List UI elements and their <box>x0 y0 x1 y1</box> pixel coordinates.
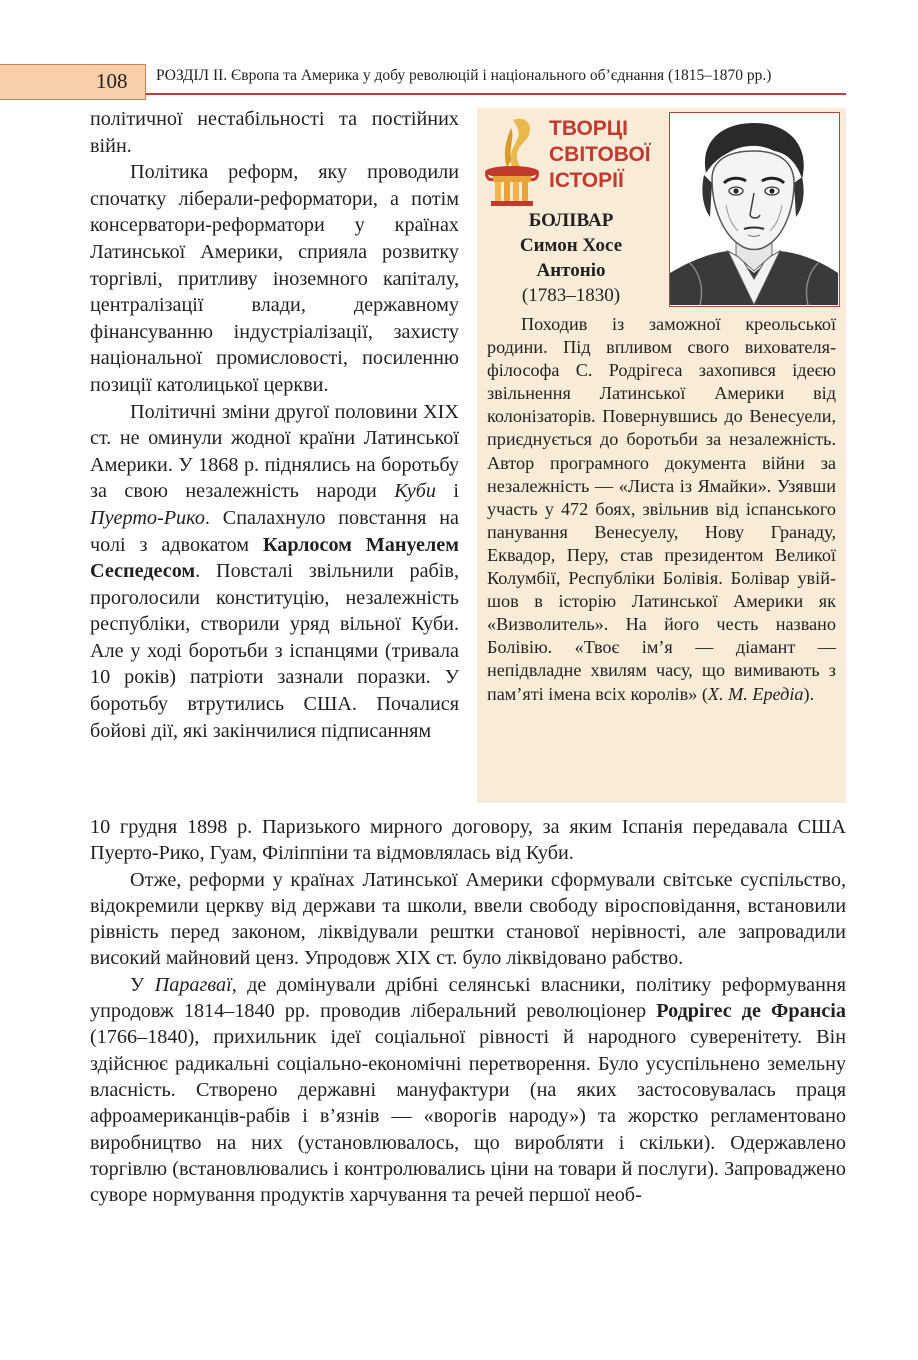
portrait-drawing <box>670 113 838 305</box>
paragraph-3-text-a: Політичні зміни другої половини XIX ст. не оминули жодної країни Латинської Америки. У 1868 р. піднялись на боротьбу за свою незалежність народи <box>90 400 459 503</box>
paragraph-4: Отже, реформи у країнах Латинської Америки сформували світське суспільство, відокремили церкву від держави та школи, ввели свободу віросповідання, встановили рівність перед законом, ліквідували рештки станової нерівності, але запровадили високий майновий ценз. Упродовж XIX ст. було ліквідовано рабство. <box>90 868 846 970</box>
paragraph-5 <box>90 972 846 1209</box>
paragraph-3-text-c: . Повсталі звільнили рабів, проголосили конституцію, незалежність республіки, створили уряд вільної Куби. Але у ході боротьби з іспанцями (тривала 10 років) патріоти зазнали поразки. У боротьбу втрутились США. Почалися бойові дії, які закінчилися підписанням <box>90 560 459 742</box>
biography-paragraph <box>487 313 836 706</box>
name-cespedes: Карлосом Мануелем Сеспедесом <box>90 533 459 583</box>
biography-text: Походив із заможної креольської родини. Під впливом свого вихователя-філософа С. Родрігеса захопився ідеєю звільнення Латинської Америки від колонізаторів. Повернувшись до Венесуели, приєднується до боротьби за незалежність. Автор програмного документа війни за незалежність — «Листа із Ямайки». Узявши участь у 472 боях, звільнив від іспанського панування Венесуелу, Нову Гранаду, Еквадор, Перу, став президентом Великої Колумбії, Республіки Болівія. Болівар увійшов в історію Латинської Америки як «Визволитель». На його честь названо Болівію. «Твоє ім’я — діамант — непідвладне хвилям часу, що вимивають з пам’яті імена всіх королів» ( <box>487 314 836 704</box>
rubric-title-line-2: СВІТОВОЇ <box>549 143 651 166</box>
term-puerto-rico: Пуерто-Рико <box>90 506 205 529</box>
sidebar-biography <box>487 313 836 706</box>
paragraph-3-continuation: 10 грудня 1898 р. Паризького мирного договору, за яким Іспанія передавала США Пуерто-Рико, Гуам, Філіппіни та відмовлялась від Куби. <box>90 816 846 865</box>
rubric-title <box>549 116 651 194</box>
paragraph-5-text-a: У <box>130 973 155 996</box>
bolivar-portrait <box>669 112 840 307</box>
paragraph-5-text-c: (1766–1840), прихильник ідеї соціальної рівності й народного суверенітету. Він здійснює радикальні соціально-економічні перетворення. Було усуспільнено земельну власність. Створено державні мануфактури (на яких застосовувалась праця афроамериканців-рабів і в’язнів — «ворогів народу») та жорстко регламентовано виробництво на них (установлювалось, що виробляти і скільки). Одержавлено торгівлю (встановлювались і контролювались ціни на товари й послуги). Запроваджено суворе нормування продуктів харчування та речей першої необ- <box>90 1026 846 1207</box>
paragraph-3-text-b: . Спалахнуло повстання на чолі з адвокатом <box>90 506 459 556</box>
figure-years: (1783–1830) <box>521 285 621 306</box>
column-capital-icon <box>483 114 541 206</box>
header-rule <box>146 93 846 95</box>
section-title: РОЗДІЛ ІІ. Європа та Америка у добу революцій і національного об’єднання (1815–1870 рр.) <box>156 67 772 84</box>
term-paraguay: Парагваї <box>154 973 232 996</box>
figure-given-name-2: Антоніо <box>536 260 606 281</box>
full-width-text <box>90 814 846 1208</box>
paragraph-5-text-b: , де домінували дрібні селянські власники, політику реформування упродовж 1814–1840 рр. проводив ліберальний революціонер <box>90 973 846 1023</box>
figure-name-block <box>485 208 657 308</box>
term-kuba: Куби <box>394 480 436 503</box>
name-francia: Родрігес де Франсіа <box>656 1000 846 1023</box>
paragraph-3-and: і <box>435 480 460 503</box>
rubric-title-line-1: ТВОРЦІ <box>549 117 628 140</box>
left-column <box>90 106 459 744</box>
quote-author: Х. М. Ередіа <box>707 683 804 704</box>
page-number: 108 <box>96 69 128 93</box>
paragraph-2: Політика реформ, яку проводили спочатку ліберали-реформатори, а потім консерватори-реформатори у країнах Латинської Америки, сприяла розвитку торгівлі, притливу іноземного капіталу, централізації влади, державному фінансуванню індустріалізації, захисту національної промисловості, посиленню позиції католицької церкви. <box>90 161 459 396</box>
figure-given-name: Симон Хосе <box>519 235 623 256</box>
paragraph-1: політичної нестабільності та постійних війн. <box>90 108 459 157</box>
paragraph-3 <box>90 399 459 745</box>
figure-surname: БОЛІВАР <box>528 210 614 231</box>
biography-end: ). <box>803 683 815 704</box>
rubric-title-line-3: ІСТОРІЇ <box>549 169 624 192</box>
historical-figure-sidebar <box>477 108 846 803</box>
